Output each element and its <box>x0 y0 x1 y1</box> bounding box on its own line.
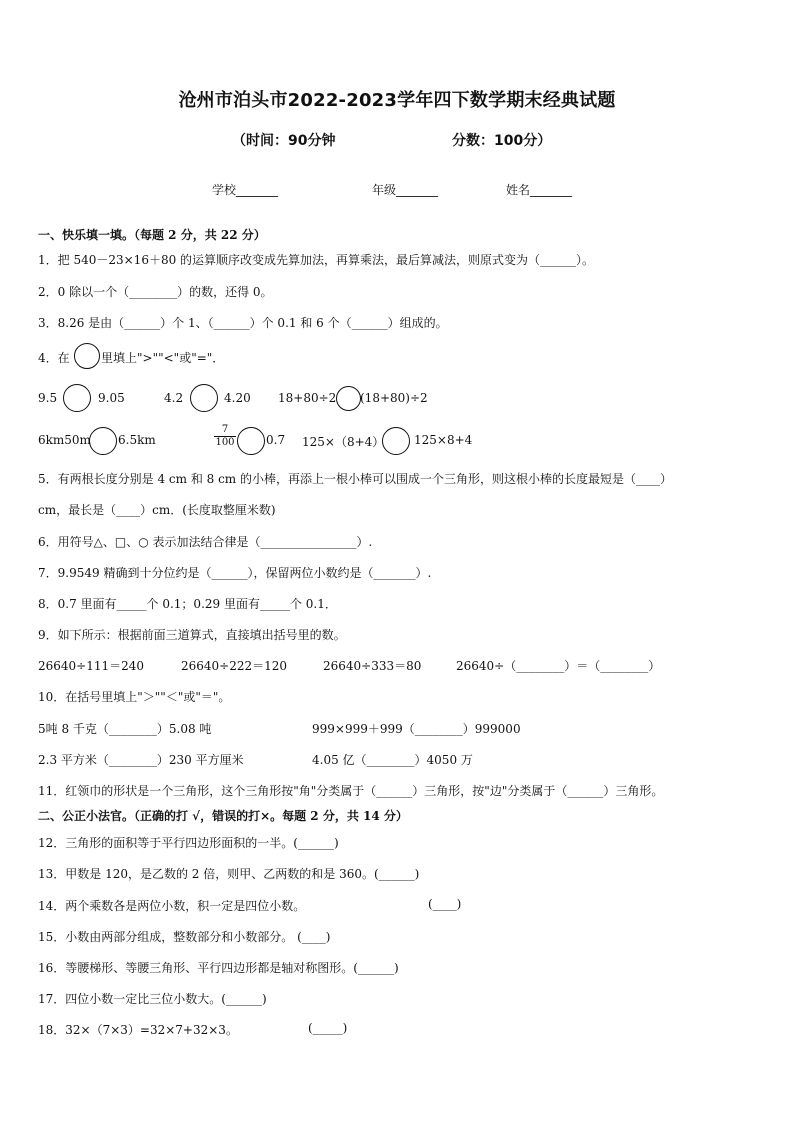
fraction-numerator: 7 <box>214 424 236 437</box>
q18-blank: (_____) <box>308 1021 348 1035</box>
q9-equation: 26640÷（________）＝（________） <box>456 659 661 673</box>
compare-circle[interactable] <box>190 384 218 412</box>
q4-item: 9.05 <box>98 391 125 405</box>
question-3: 3．8.26 是由（______）个 1、（______）个 0.1 和 6 个（______）组成的。 <box>38 316 448 330</box>
compare-circle[interactable] <box>89 427 117 455</box>
fraction <box>214 424 236 449</box>
question-18: 18．32×（7×3）=32×7+32×3。 <box>38 1023 238 1037</box>
section1-heading: 一、快乐填一填。（每题 2 分，共 22 分） <box>38 228 266 242</box>
exam-score: 分数：100分） <box>452 133 552 149</box>
question-8: 8．0.7 里面有_____个 0.1；0.29 里面有_____个 0.1． <box>38 597 337 611</box>
q9-equation: 26640÷111＝240 <box>38 659 145 673</box>
question-17: 17．四位小数一定比三位小数大。(______) <box>38 992 267 1006</box>
question-12: 12．三角形的面积等于平行四边形面积的一半。(______) <box>38 836 339 850</box>
question-7: 7．9.9549 精确到十分位约是（______），保留两位小数约是（_______）. <box>38 566 432 580</box>
question-16: 16．等腰梯形、等腰三角形、平行四边形都是轴对称图形。(______) <box>38 961 399 975</box>
compare-circle[interactable] <box>382 427 410 455</box>
q4-item: 0.7 <box>266 433 286 447</box>
question-13: 13．甲数是 120，是乙数的 2 倍，则甲、乙两数的和是 360。(______) <box>38 867 420 881</box>
question-5-line1: 5．有两根长度分别是 4 cm 和 8 cm 的小棒，再添上一根小棒可以围成一个三角形，则这根小棒的长度最短是（____） <box>38 472 672 486</box>
q14-blank: (____) <box>428 897 462 911</box>
q9-equation: 26640÷222＝120 <box>181 659 288 673</box>
section2-heading: 二、公正小法官。（正确的打 √，错误的打×。每题 2 分，共 14 分） <box>38 809 408 823</box>
question-2: 2．0 除以一个（________）的数，还得 0。 <box>38 285 273 299</box>
q4-item: (18+80)÷2 <box>360 391 428 405</box>
q10-item: 999×999＋999（________）999000 <box>312 722 521 736</box>
q4-item: 125×（8+4） <box>302 435 385 449</box>
school-field: 学校_______ <box>212 183 279 197</box>
page-title: 沧州市泊头市2022-2023学年四下数学期末经典试题 <box>178 90 616 111</box>
question-11: 11．红领巾的形状是一个三角形，这个三角形按"角"分类属于（______）三角形，按"边"分类属于（______）三角形。 <box>38 784 664 798</box>
q4-item: 6km50m <box>38 433 91 447</box>
question-15: 15．小数由两部分组成，整数部分和小数部分。 (____) <box>38 930 331 944</box>
compare-circle[interactable] <box>63 384 91 412</box>
question-4-suffix: 里填上">""<"或"="． <box>101 351 225 365</box>
question-5-line2: cm，最长是（____）cm．(长度取整厘米数) <box>38 503 276 517</box>
q4-item: 125×8+4 <box>414 433 473 447</box>
question-10: 10．在括号里填上"＞""＜"或"＝"。 <box>38 690 231 704</box>
q4-item: 6.5km <box>118 433 156 447</box>
question-6: 6．用符号△、□、○ 表示加法结合律是（________________）. <box>38 535 373 549</box>
q9-equation: 26640÷333＝80 <box>323 659 422 673</box>
compare-circle[interactable] <box>74 343 100 369</box>
q10-item: 5吨 8 千克（________）5.08 吨 <box>38 722 212 736</box>
question-1: 1．把 540－23×16＋80 的运算顺序改变成先算加法，再算乘法，最后算减法，则原式变为（______）。 <box>38 253 595 267</box>
compare-circle[interactable] <box>336 386 361 411</box>
q4-item: 4.2 <box>164 391 184 405</box>
exam-time: （时间：90分钟 <box>232 133 336 149</box>
q10-item: 2.3 平方米（________）230 平方厘米 <box>38 753 244 767</box>
name-field: 姓名_______ <box>506 183 573 197</box>
question-14: 14．两个乘数各是两位小数，积一定是四位小数。 <box>38 899 306 913</box>
grade-field: 年级_______ <box>372 183 439 197</box>
q4-item: 9.5 <box>38 391 58 405</box>
question-9: 9．如下所示：根据前面三道算式，直接填出括号里的数。 <box>38 628 346 642</box>
q10-item: 4.05 亿（________）4050 万 <box>312 753 473 767</box>
q4-item: 4.20 <box>224 391 251 405</box>
fraction-denominator: 100 <box>215 437 235 448</box>
question-4-prefix: 4．在 <box>38 351 70 365</box>
compare-circle[interactable] <box>237 427 265 455</box>
q4-item: 18+80÷2 <box>278 391 337 405</box>
